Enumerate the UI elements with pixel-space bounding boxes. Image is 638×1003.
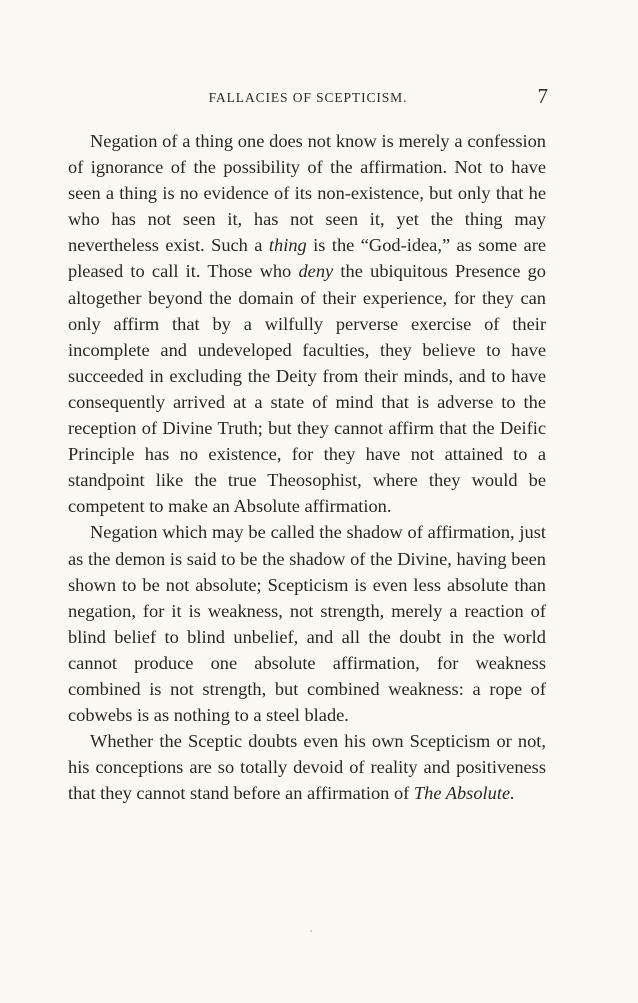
paragraph-3-text: Whether the Sceptic doubts even his own Scepticism or not, his conceptions are so totally devoid of reality and positiveness that they cannot stand before an affirmation of	[68, 731, 546, 804]
running-header	[68, 84, 548, 112]
body-text	[68, 128, 546, 806]
emphasis-the-absolute: The Absolute.	[413, 783, 515, 804]
emphasis-deny: deny	[298, 261, 334, 282]
paragraph-1-part-1: Negation of a thing one does not know is merely a confession of ignorance of the possibility of the affirmation. Not to have seen a thing is no evidence of its non-existence, but only that he who has not seen it, has not seen it, yet the thing may nevertheless exist. Such a	[68, 131, 546, 256]
paper-speck	[310, 930, 312, 932]
paragraph-2: Negation which may be called the shadow of affirmation, just as the demon is said to be the shadow of the Divine, having been shown to be not absolute; Scepticism is even less absolute than negation, for it is weakness, not strength, merely a reaction of blind belief to blind unbelief, and all the doubt in the world cannot produce one absolute affirmation, for weakness combined is not strength, but combined weakness: a rope of cobwebs is as nothing to a steel blade.	[68, 522, 546, 726]
paragraph-1	[68, 128, 546, 519]
paragraph-3	[68, 728, 546, 806]
paragraph-1-part-3: the ubiquitous Presence go altogether beyond the domain of their experience, for they can only affirm that by a wilfully perverse exercise of their incomplete and undeveloped faculties, they believe to have succeeded in excluding the Deity from their minds, and to have consequently arrived at a state of mind that is adverse to the reception of Divine Truth; but they cannot affirm that the Deific Principle has no existence, for they have not attained to a standpoint like the true Theosophist, where they would be competent to make an Absolute affirmation.	[68, 261, 546, 517]
emphasis-thing: thing	[268, 235, 307, 256]
page-number: 7	[537, 84, 548, 108]
paragraph-1-part-2: is the “God-idea,” as some are pleased to call it. Those who	[68, 235, 546, 282]
running-title: FALLACIES OF SCEPTICISM.	[208, 90, 408, 105]
